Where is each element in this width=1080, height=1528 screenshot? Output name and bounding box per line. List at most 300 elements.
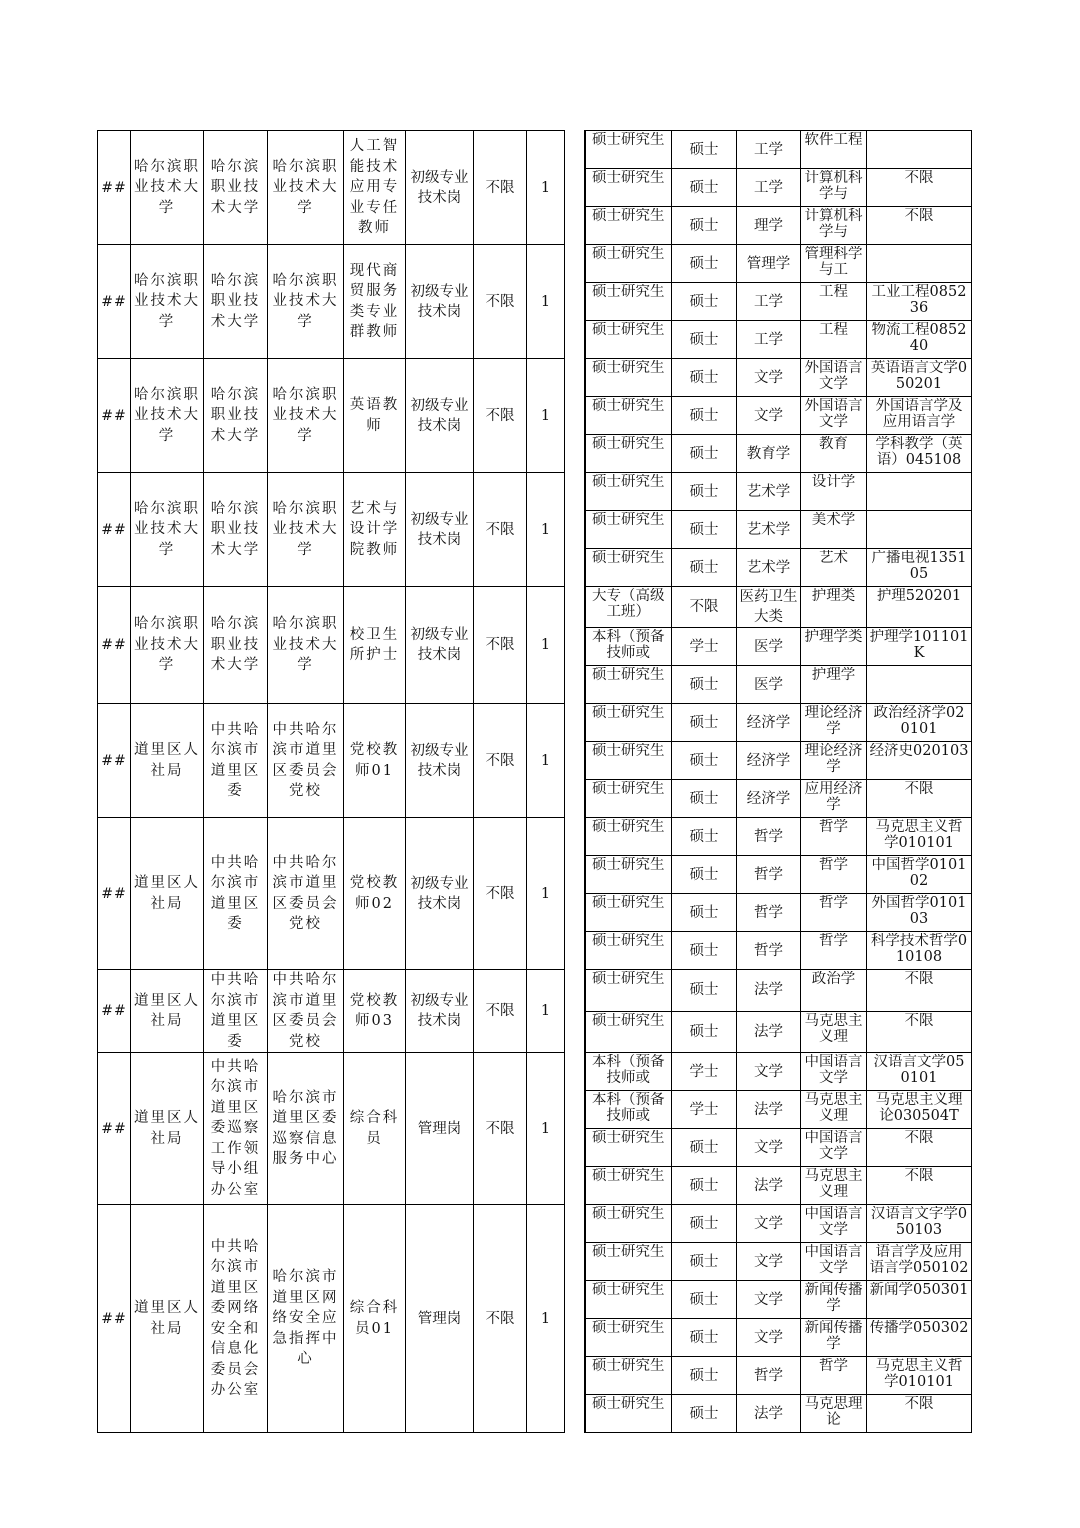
education-cell (585, 818, 672, 856)
position-name-cell: 综合科员 (344, 1053, 406, 1205)
major-cell (867, 780, 972, 818)
position-name-cell: 人工智能技术应用专业专任教师 (344, 131, 406, 245)
spacer-cell (565, 856, 585, 894)
subject-category-cell: 医药卫生大类 (737, 587, 801, 628)
table-row (98, 473, 972, 511)
major-class-cell-text: 设计学 (811, 474, 856, 490)
education-cell-text: 硕士研究生 (592, 246, 665, 262)
spacer-cell (565, 549, 585, 587)
major-cell-text (869, 474, 969, 508)
education-cell (585, 207, 672, 245)
major-class-cell-text: 外国语言文学 (804, 398, 863, 430)
post-type-cell: 初级专业技术岗 (406, 359, 474, 473)
restriction-cell: 不限 (474, 1053, 527, 1205)
subject-category-cell: 工学 (737, 321, 801, 359)
major-cell (867, 359, 972, 397)
major-cell-text: 不限 (904, 1396, 934, 1412)
index-cell: ## (98, 473, 131, 587)
major-cell-text: 新闻学050301 (869, 1282, 969, 1298)
subject-category-cell: 医学 (737, 628, 801, 666)
education-cell (585, 1091, 672, 1129)
department-cell: 中共哈尔滨市道里区委 (204, 704, 268, 818)
subject-category-cell: 哲学 (737, 818, 801, 856)
education-cell-text: 硕士研究生 (592, 933, 665, 949)
major-cell (867, 587, 972, 628)
major-cell (867, 1319, 972, 1357)
subject-category-cell: 艺术学 (737, 473, 801, 511)
post-type-cell: 初级专业技术岗 (406, 587, 474, 704)
degree-cell: 硕士 (672, 932, 737, 970)
major-class-cell (801, 780, 867, 818)
major-class-cell-text: 管理科学与工 (804, 246, 863, 278)
major-cell-text: 不限 (904, 208, 934, 224)
education-cell-text: 硕士研究生 (592, 667, 665, 683)
organization-cell: 哈尔滨职业技术大学 (131, 245, 204, 359)
subject-category-cell: 文学 (737, 1243, 801, 1281)
degree-cell: 硕士 (672, 1011, 737, 1053)
degree-cell: 硕士 (672, 1395, 737, 1433)
education-cell (585, 549, 672, 587)
major-class-cell-text: 哲学 (819, 933, 848, 949)
degree-cell: 硕士 (672, 780, 737, 818)
education-cell (585, 1395, 672, 1433)
education-cell (585, 435, 672, 473)
spacer-cell (565, 1243, 585, 1281)
employer-unit-cell: 哈尔滨职业技术大学 (268, 473, 344, 587)
major-cell-text: 工业工程085236 (871, 284, 967, 316)
education-cell-text: 硕士研究生 (592, 857, 665, 873)
major-class-cell-text: 教育 (819, 436, 848, 452)
education-cell-text: 硕士研究生 (592, 474, 665, 490)
spacer-cell (565, 283, 585, 321)
major-class-cell-text: 工程 (819, 284, 848, 300)
degree-cell: 硕士 (672, 742, 737, 780)
major-class-cell (801, 1205, 867, 1243)
major-class-cell (801, 169, 867, 207)
major-cell-text: 不限 (904, 1168, 934, 1184)
spacer-cell (565, 1205, 585, 1243)
organization-cell: 哈尔滨职业技术大学 (131, 359, 204, 473)
education-cell-text: 硕士研究生 (592, 512, 665, 528)
organization-cell: 哈尔滨职业技术大学 (131, 131, 204, 245)
major-class-cell (801, 894, 867, 932)
major-cell (867, 1091, 972, 1129)
spacer-cell (565, 780, 585, 818)
hiring-count-cell: 1 (527, 245, 565, 359)
subject-category-cell: 文学 (737, 359, 801, 397)
major-class-cell-text: 马克思主义理 (804, 1168, 863, 1200)
department-cell: 中共哈尔滨市道里区委 (204, 818, 268, 970)
degree-cell: 硕士 (672, 666, 737, 704)
major-class-cell-text: 新闻传播学 (804, 1282, 863, 1314)
education-cell (585, 628, 672, 666)
department-cell: 中共哈尔滨市道里区委巡察工作领导小组办公室 (204, 1053, 268, 1205)
department-cell: 哈尔滨职业技术大学 (204, 473, 268, 587)
restriction-cell: 不限 (474, 131, 527, 245)
major-cell (867, 856, 972, 894)
degree-cell: 学士 (672, 628, 737, 666)
spacer-cell (565, 894, 585, 932)
major-cell-text: 外国语言学及应用语言学 (875, 398, 963, 430)
spacer-cell (565, 473, 585, 511)
table-row (98, 818, 972, 856)
organization-cell: 哈尔滨职业技术大学 (131, 473, 204, 587)
hiring-count-cell: 1 (527, 704, 565, 818)
education-cell-text: 硕士研究生 (592, 1282, 665, 1298)
major-class-cell (801, 131, 867, 169)
education-cell-text: 大专（高级工班） (592, 588, 665, 620)
job-table-body (98, 131, 972, 1433)
education-cell (585, 1281, 672, 1319)
subject-category-cell: 法学 (737, 970, 801, 1012)
department-cell: 哈尔滨职业技术大学 (204, 587, 268, 704)
degree-cell: 硕士 (672, 511, 737, 549)
major-cell-text: 语言学及应用语言学050102 (869, 1244, 969, 1276)
education-cell-text: 硕士研究生 (592, 1244, 665, 1260)
education-cell-text: 硕士研究生 (592, 1168, 665, 1184)
degree-cell: 硕士 (672, 473, 737, 511)
major-class-cell (801, 970, 867, 1012)
education-cell-text: 本科（预备技师或 (592, 629, 665, 661)
spacer-cell (565, 742, 585, 780)
degree-cell: 硕士 (672, 131, 737, 169)
major-class-cell-text: 软件工程 (804, 132, 863, 148)
table-row (98, 1053, 972, 1091)
degree-cell: 硕士 (672, 1357, 737, 1395)
hiring-count-cell: 1 (527, 587, 565, 704)
education-cell-text: 硕士研究生 (592, 743, 665, 759)
major-class-cell (801, 359, 867, 397)
major-class-cell-text: 理论经济学 (804, 743, 863, 775)
major-class-cell (801, 1053, 867, 1091)
education-cell (585, 1319, 672, 1357)
education-cell-text: 硕士研究生 (592, 550, 665, 566)
spacer-cell (565, 321, 585, 359)
major-class-cell (801, 397, 867, 435)
subject-category-cell: 法学 (737, 1395, 801, 1433)
spacer-cell (565, 970, 585, 1012)
hiring-count-cell: 1 (527, 970, 565, 1053)
major-cell-text: 学科教学（英语）045108 (875, 436, 963, 468)
restriction-cell: 不限 (474, 704, 527, 818)
degree-cell: 硕士 (672, 1129, 737, 1167)
subject-category-cell: 哲学 (737, 894, 801, 932)
education-cell (585, 1357, 672, 1395)
organization-cell: 道里区人社局 (131, 970, 204, 1053)
major-cell-text: 不限 (904, 170, 934, 186)
major-class-cell (801, 473, 867, 511)
spacer-cell (565, 1091, 585, 1129)
education-cell-text: 硕士研究生 (592, 398, 665, 414)
major-class-cell (801, 818, 867, 856)
organization-cell: 道里区人社局 (131, 1053, 204, 1205)
major-class-cell-text: 应用经济学 (804, 781, 863, 813)
spacer-cell (565, 511, 585, 549)
subject-category-cell: 理学 (737, 207, 801, 245)
major-cell-text: 护理520201 (876, 588, 962, 604)
education-cell-text: 硕士研究生 (592, 705, 665, 721)
major-class-cell (801, 1357, 867, 1395)
major-class-cell (801, 1319, 867, 1357)
education-cell (585, 511, 672, 549)
index-cell: ## (98, 131, 131, 245)
major-cell (867, 1053, 972, 1091)
major-cell (867, 1395, 972, 1433)
subject-category-cell: 文学 (737, 1319, 801, 1357)
degree-cell: 不限 (672, 587, 737, 628)
subject-category-cell: 经济学 (737, 704, 801, 742)
table-row (98, 704, 972, 742)
education-cell (585, 397, 672, 435)
spacer-cell (565, 1357, 585, 1395)
organization-cell: 道里区人社局 (131, 1205, 204, 1433)
post-type-cell: 管理岗 (406, 1205, 474, 1433)
major-class-cell (801, 856, 867, 894)
major-cell (867, 1357, 972, 1395)
major-cell-text: 马克思主义哲学010101 (875, 1358, 963, 1390)
spacer-cell (565, 1167, 585, 1205)
major-cell (867, 932, 972, 970)
education-cell (585, 359, 672, 397)
major-class-cell-text: 护理类 (811, 588, 856, 604)
major-cell-text (869, 667, 969, 701)
degree-cell: 硕士 (672, 1167, 737, 1205)
major-class-cell-text: 艺术 (819, 550, 848, 566)
table-row (98, 131, 972, 169)
position-name-cell: 综合科员01 (344, 1205, 406, 1433)
department-cell: 中共哈尔滨市道里区委 (204, 970, 268, 1053)
post-type-cell: 初级专业技术岗 (406, 704, 474, 818)
major-cell-text: 外国哲学010103 (871, 895, 967, 927)
major-cell-text: 中国哲学010102 (871, 857, 967, 889)
education-cell-text: 硕士研究生 (592, 819, 665, 835)
spacer-cell (565, 704, 585, 742)
major-class-cell-text: 马克思主义理 (804, 1012, 863, 1045)
subject-category-cell: 教育学 (737, 435, 801, 473)
major-cell (867, 1243, 972, 1281)
index-cell: ## (98, 359, 131, 473)
major-class-cell (801, 1243, 867, 1281)
degree-cell: 硕士 (672, 283, 737, 321)
degree-cell: 硕士 (672, 704, 737, 742)
major-class-cell-text: 马克思主义理 (804, 1092, 863, 1124)
hiring-count-cell: 1 (527, 1205, 565, 1433)
major-cell (867, 131, 972, 169)
major-class-cell (801, 1091, 867, 1129)
spacer-cell (565, 359, 585, 397)
major-cell-text: 不限 (904, 1012, 934, 1029)
spacer-cell (565, 435, 585, 473)
post-type-cell: 初级专业技术岗 (406, 473, 474, 587)
major-cell-text: 科学技术哲学010108 (870, 933, 968, 965)
organization-cell: 道里区人社局 (131, 704, 204, 818)
index-cell: ## (98, 970, 131, 1053)
employer-unit-cell: 哈尔滨市道里区网络安全应急指挥中心 (268, 1205, 344, 1433)
major-class-cell (801, 1167, 867, 1205)
education-cell-text: 硕士研究生 (592, 1396, 665, 1412)
degree-cell: 硕士 (672, 321, 737, 359)
degree-cell: 硕士 (672, 970, 737, 1012)
employer-unit-cell: 哈尔滨市道里区委巡察信息服务中心 (268, 1053, 344, 1205)
major-cell (867, 970, 972, 1012)
education-cell (585, 283, 672, 321)
major-class-cell (801, 283, 867, 321)
major-cell-text: 政治经济学020101 (873, 705, 965, 737)
education-cell (585, 131, 672, 169)
major-cell (867, 245, 972, 283)
subject-category-cell: 经济学 (737, 780, 801, 818)
major-cell (867, 321, 972, 359)
major-cell-text: 传播学050302 (869, 1320, 969, 1336)
education-cell (585, 473, 672, 511)
subject-category-cell: 文学 (737, 1053, 801, 1091)
major-cell-text: 汉语言文学050101 (873, 1054, 965, 1086)
education-cell (585, 169, 672, 207)
employer-unit-cell: 哈尔滨职业技术大学 (268, 131, 344, 245)
education-cell (585, 970, 672, 1012)
major-cell (867, 511, 972, 549)
major-class-cell-text: 外国语言文学 (804, 360, 863, 392)
position-name-cell: 现代商贸服务类专业群教师 (344, 245, 406, 359)
employer-unit-cell: 中共哈尔滨市道里区委员会党校 (268, 970, 344, 1053)
degree-cell: 硕士 (672, 207, 737, 245)
spacer-cell (565, 1129, 585, 1167)
table-row (98, 970, 972, 1012)
subject-category-cell: 哲学 (737, 932, 801, 970)
hiring-count-cell: 1 (527, 473, 565, 587)
spacer-cell (565, 131, 585, 169)
spacer-cell (565, 1053, 585, 1091)
post-type-cell: 初级专业技术岗 (406, 245, 474, 359)
major-cell (867, 1129, 972, 1167)
major-cell (867, 894, 972, 932)
major-class-cell-text: 新闻传播学 (804, 1320, 863, 1352)
major-class-cell-text: 哲学 (819, 895, 848, 911)
post-type-cell: 管理岗 (406, 1053, 474, 1205)
education-cell (585, 321, 672, 359)
degree-cell: 硕士 (672, 549, 737, 587)
subject-category-cell: 文学 (737, 1205, 801, 1243)
education-cell (585, 894, 672, 932)
spacer-cell (565, 245, 585, 283)
major-class-cell (801, 587, 867, 628)
education-cell (585, 1129, 672, 1167)
major-class-cell (801, 435, 867, 473)
major-class-cell (801, 666, 867, 704)
education-cell (585, 1053, 672, 1091)
education-cell-text: 硕士研究生 (592, 781, 665, 797)
major-class-cell-text: 哲学 (819, 1358, 848, 1374)
major-cell-text: 汉语言文字学050103 (870, 1206, 968, 1238)
education-cell (585, 1011, 672, 1053)
subject-category-cell: 文学 (737, 1129, 801, 1167)
education-cell-text: 硕士研究生 (592, 1358, 665, 1374)
education-cell (585, 1243, 672, 1281)
table-row (98, 359, 972, 397)
degree-cell: 硕士 (672, 1281, 737, 1319)
organization-cell: 道里区人社局 (131, 818, 204, 970)
position-name-cell: 党校教师03 (344, 970, 406, 1053)
major-cell (867, 549, 972, 587)
spacer-cell (565, 666, 585, 704)
subject-category-cell: 文学 (737, 397, 801, 435)
degree-cell: 硕士 (672, 397, 737, 435)
spacer-cell (565, 169, 585, 207)
major-cell (867, 742, 972, 780)
major-class-cell (801, 704, 867, 742)
degree-cell: 硕士 (672, 245, 737, 283)
degree-cell: 硕士 (672, 894, 737, 932)
restriction-cell: 不限 (474, 245, 527, 359)
major-class-cell (801, 1129, 867, 1167)
major-cell (867, 818, 972, 856)
major-class-cell-text: 美术学 (811, 512, 856, 528)
post-type-cell: 初级专业技术岗 (406, 970, 474, 1053)
education-cell (585, 932, 672, 970)
major-class-cell-text: 护理学类 (804, 629, 863, 645)
major-class-cell-text: 中国语言文学 (804, 1130, 863, 1162)
subject-category-cell: 艺术学 (737, 511, 801, 549)
major-cell-text: 护理学101101K (869, 629, 969, 661)
restriction-cell: 不限 (474, 818, 527, 970)
spacer-cell (565, 1281, 585, 1319)
major-cell (867, 283, 972, 321)
major-cell (867, 1281, 972, 1319)
job-table (97, 130, 972, 1433)
index-cell: ## (98, 704, 131, 818)
major-cell-text: 不限 (904, 781, 934, 797)
major-class-cell (801, 321, 867, 359)
degree-cell: 硕士 (672, 856, 737, 894)
organization-cell: 哈尔滨职业技术大学 (131, 587, 204, 704)
major-class-cell-text: 护理学 (811, 667, 856, 683)
major-cell-text (869, 246, 969, 280)
spacer-cell (565, 932, 585, 970)
position-name-cell: 英语教师 (344, 359, 406, 473)
major-cell-text: 马克思主义理论030504T (875, 1092, 963, 1124)
restriction-cell: 不限 (474, 970, 527, 1053)
major-cell (867, 397, 972, 435)
restriction-cell: 不限 (474, 359, 527, 473)
major-cell (867, 207, 972, 245)
major-class-cell (801, 1281, 867, 1319)
index-cell: ## (98, 587, 131, 704)
education-cell (585, 704, 672, 742)
restriction-cell: 不限 (474, 1205, 527, 1433)
degree-cell: 硕士 (672, 169, 737, 207)
restriction-cell: 不限 (474, 587, 527, 704)
subject-category-cell: 工学 (737, 131, 801, 169)
spacer-cell (565, 587, 585, 628)
major-cell-text: 物流工程085240 (871, 322, 967, 354)
education-cell-text: 硕士研究生 (592, 284, 665, 300)
spacer-cell (565, 1319, 585, 1357)
major-cell (867, 666, 972, 704)
position-name-cell: 党校教师02 (344, 818, 406, 970)
restriction-cell: 不限 (474, 473, 527, 587)
hiring-count-cell: 1 (527, 131, 565, 245)
spacer-cell (565, 207, 585, 245)
education-cell (585, 587, 672, 628)
hiring-count-cell: 1 (527, 1053, 565, 1205)
major-class-cell (801, 1395, 867, 1433)
subject-category-cell: 法学 (737, 1091, 801, 1129)
education-cell (585, 1205, 672, 1243)
major-cell-text (869, 132, 969, 166)
position-name-cell: 党校教师01 (344, 704, 406, 818)
major-cell (867, 473, 972, 511)
education-cell (585, 1167, 672, 1205)
